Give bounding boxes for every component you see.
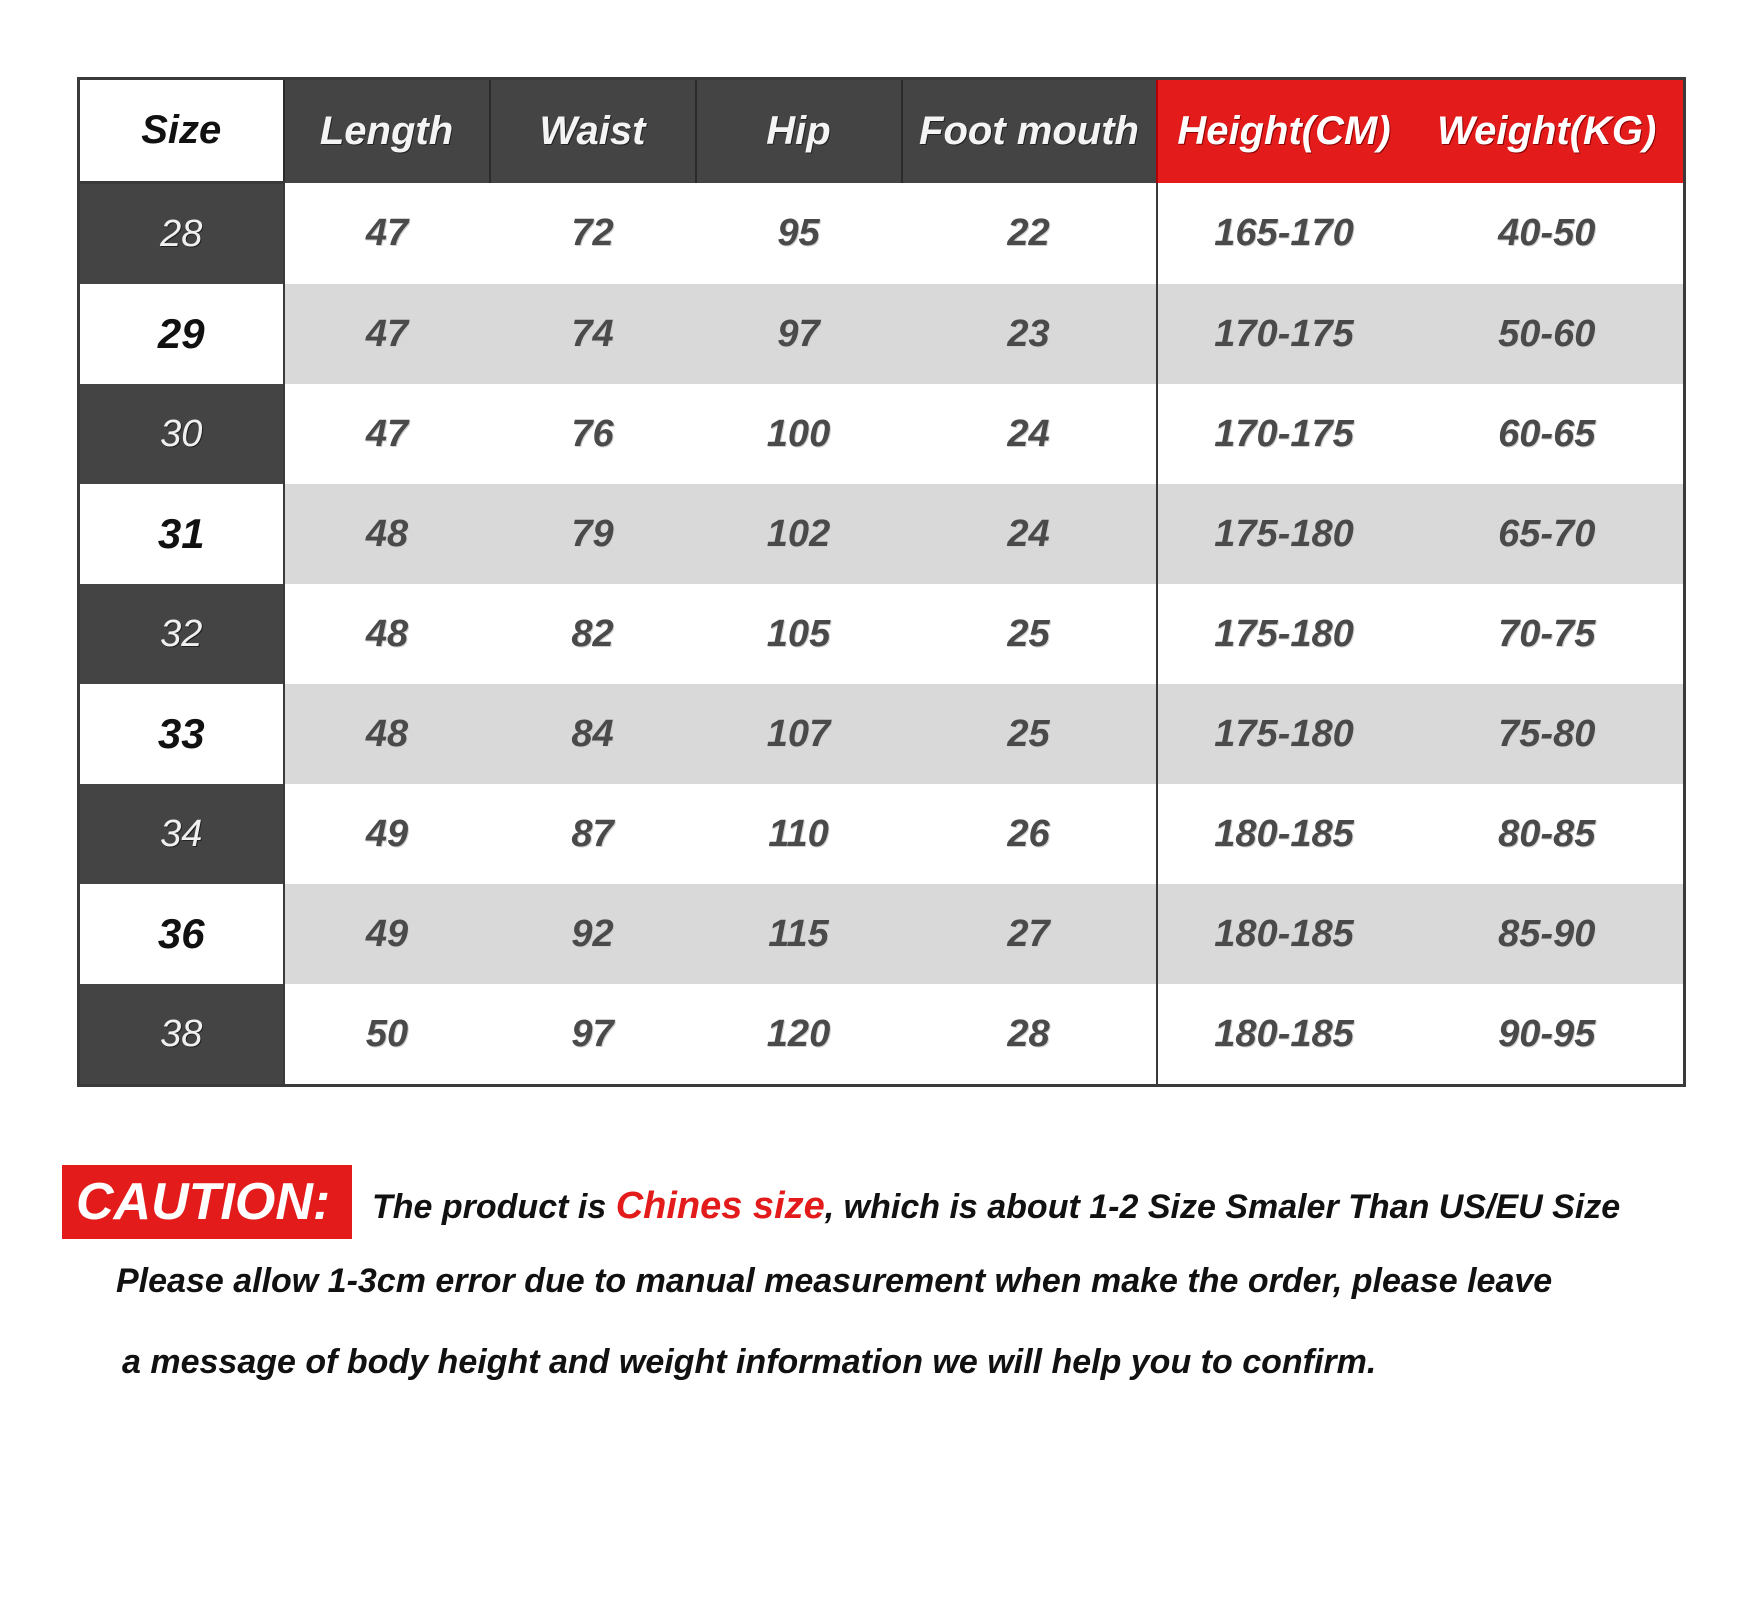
- header-weight: Weight(KG): [1411, 79, 1685, 183]
- cell-hip: 120: [696, 984, 902, 1086]
- cell-height: 170-175: [1157, 284, 1411, 384]
- note-line-2: a message of body height and weight information we will help you to confirm.: [122, 1343, 1377, 1381]
- table-body: [79, 183, 1685, 1086]
- cell-foot-mouth: 28: [902, 984, 1157, 1086]
- cell-size: 29: [79, 284, 284, 384]
- cell-length: 47: [284, 183, 490, 285]
- table-row: [79, 284, 1685, 384]
- cell-length: 49: [284, 784, 490, 884]
- header-length: Length: [284, 79, 490, 183]
- cell-hip: 107: [696, 684, 902, 784]
- cell-hip: 105: [696, 584, 902, 684]
- header-size: Size: [79, 79, 284, 183]
- cell-hip: 95: [696, 183, 902, 285]
- cell-foot-mouth: 24: [902, 484, 1157, 584]
- table-row: [79, 183, 1685, 285]
- cell-weight: 40-50: [1411, 183, 1685, 285]
- cell-height: 180-185: [1157, 884, 1411, 984]
- cell-hip: 100: [696, 384, 902, 484]
- cell-height: 165-170: [1157, 183, 1411, 285]
- cell-waist: 92: [490, 884, 696, 984]
- cell-hip: 97: [696, 284, 902, 384]
- cell-length: 48: [284, 584, 490, 684]
- cell-hip: 115: [696, 884, 902, 984]
- header-waist: Waist: [490, 79, 696, 183]
- cell-height: 175-180: [1157, 584, 1411, 684]
- header-height: Height(CM): [1157, 79, 1411, 183]
- cell-height: 180-185: [1157, 784, 1411, 884]
- cell-foot-mouth: 23: [902, 284, 1157, 384]
- cell-weight: 85-90: [1411, 884, 1685, 984]
- table-row: [79, 984, 1685, 1086]
- cell-waist: 74: [490, 284, 696, 384]
- table-header-row: [79, 79, 1685, 183]
- cell-height: 175-180: [1157, 484, 1411, 584]
- cell-weight: 65-70: [1411, 484, 1685, 584]
- cell-waist: 76: [490, 384, 696, 484]
- cell-foot-mouth: 27: [902, 884, 1157, 984]
- table-row: [79, 584, 1685, 684]
- cell-weight: 50-60: [1411, 284, 1685, 384]
- cell-size: 34: [79, 784, 284, 884]
- cell-height: 180-185: [1157, 984, 1411, 1086]
- note-line-1: Please allow 1-3cm error due to manual measurement when make the order, please leave: [116, 1262, 1553, 1300]
- cell-weight: 90-95: [1411, 984, 1685, 1086]
- table-row: [79, 784, 1685, 884]
- cell-length: 48: [284, 684, 490, 784]
- cell-waist: 82: [490, 584, 696, 684]
- cell-weight: 60-65: [1411, 384, 1685, 484]
- table-row: [79, 884, 1685, 984]
- cell-waist: 87: [490, 784, 696, 884]
- cell-hip: 110: [696, 784, 902, 884]
- cell-waist: 72: [490, 183, 696, 285]
- cell-foot-mouth: 26: [902, 784, 1157, 884]
- cell-length: 47: [284, 384, 490, 484]
- caution-badge: CAUTION:: [62, 1165, 352, 1239]
- cell-height: 175-180: [1157, 684, 1411, 784]
- cell-weight: 75-80: [1411, 684, 1685, 784]
- cell-size: 36: [79, 884, 284, 984]
- caution-text: [372, 1177, 1620, 1228]
- cell-length: 47: [284, 284, 490, 384]
- cell-size: 31: [79, 484, 284, 584]
- cell-waist: 97: [490, 984, 696, 1086]
- cell-weight: 70-75: [1411, 584, 1685, 684]
- table-row: [79, 384, 1685, 484]
- cell-height: 170-175: [1157, 384, 1411, 484]
- cell-waist: 79: [490, 484, 696, 584]
- cell-size: 38: [79, 984, 284, 1086]
- cell-foot-mouth: 24: [902, 384, 1157, 484]
- caution-text-after: , which is about 1-2 Size Smaler Than US/EU Size: [824, 1187, 1621, 1226]
- cell-size: 33: [79, 684, 284, 784]
- cell-length: 48: [284, 484, 490, 584]
- cell-size: 30: [79, 384, 284, 484]
- cell-weight: 80-85: [1411, 784, 1685, 884]
- cell-waist: 84: [490, 684, 696, 784]
- header-hip: Hip: [696, 79, 902, 183]
- cell-size: 32: [79, 584, 284, 684]
- table-row: [79, 684, 1685, 784]
- size-chart-table: [77, 77, 1686, 1087]
- header-foot-mouth: Foot mouth: [902, 79, 1157, 183]
- caution-line: [62, 1164, 1732, 1240]
- cell-hip: 102: [696, 484, 902, 584]
- cell-size: 28: [79, 183, 284, 285]
- caution-highlight: Chines size: [615, 1184, 825, 1227]
- cell-foot-mouth: 22: [902, 183, 1157, 285]
- cell-length: 49: [284, 884, 490, 984]
- table-row: [79, 484, 1685, 584]
- cell-length: 50: [284, 984, 490, 1086]
- cell-foot-mouth: 25: [902, 684, 1157, 784]
- caution-text-before: The product is: [372, 1187, 616, 1226]
- cell-foot-mouth: 25: [902, 584, 1157, 684]
